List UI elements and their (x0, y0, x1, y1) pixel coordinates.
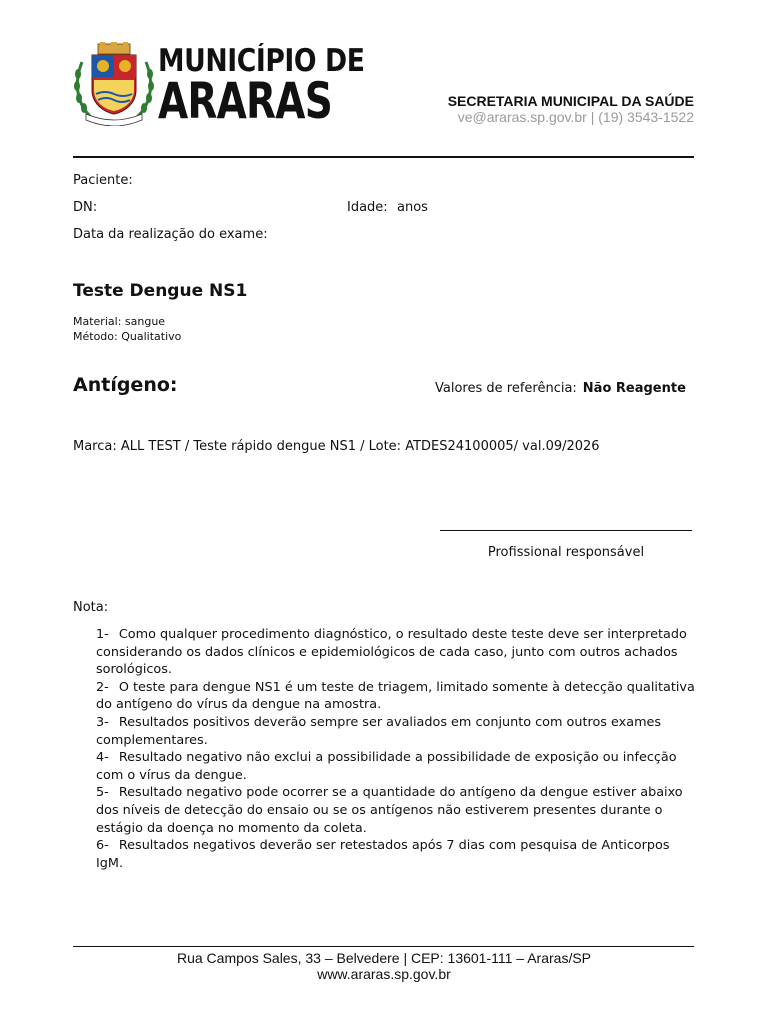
age-label: Idade: (347, 200, 388, 215)
exam-date-label: Data da realização do exame: (73, 227, 268, 242)
note-number: 6- (96, 838, 109, 854)
method-info: Método: Qualitativo (73, 330, 182, 343)
note-item (96, 837, 696, 872)
signature-line (440, 530, 692, 531)
footer-address: Rua Campos Sales, 33 – Belvedere | CEP: 13601-111 – Araras/SP (176, 950, 592, 966)
dob-label: DN: (73, 200, 98, 215)
note-item (96, 714, 696, 749)
notes-list (96, 626, 696, 872)
municipality-city-name: ARARAS (158, 72, 333, 130)
note-text: O teste para dengue NS1 é um teste de triagem, limitado somente à detecção qualitativa do antígeno do vírus da dengue na amostra. (96, 679, 695, 713)
patient-name-label: Paciente: (73, 173, 133, 188)
note-number: 3- (96, 714, 109, 730)
note-text: Resultados negativos deverão ser retestados após 7 dias com pesquisa de Anticorpos IgM. (96, 838, 670, 871)
department-name: SECRETARIA MUNICIPAL DA SAÚDE (447, 93, 694, 109)
antigen-label: Antígeno: (73, 374, 178, 396)
brand-lot-line: Marca: ALL TEST / Teste rápido dengue NS1 / Lote: ATDES24100005/ val.09/2026 (73, 439, 600, 454)
municipality-title: MUNICÍPIO DE (158, 43, 365, 79)
araras-crest-logo (72, 42, 156, 126)
age-unit: anos (397, 200, 428, 215)
note-text: Resultado negativo pode ocorrer se a quantidade do antígeno da dengue estiver abaixo dos níveis de detecção do ensaio ou se os antígenos não estiverem presentes durante o estágio da doença no momento da coleta. (96, 785, 683, 836)
note-text: Resultado negativo não exclui a possibilidade a possibilidade de exposição ou infecção com o vírus da dengue. (96, 750, 677, 783)
note-item (96, 679, 696, 714)
note-number: 1- (96, 627, 109, 642)
note-number: 2- (96, 679, 109, 695)
note-item (96, 784, 696, 837)
footer-divider (73, 946, 694, 947)
notes-label: Nota: (73, 600, 109, 615)
note-number: 5- (96, 785, 109, 801)
header-divider (73, 156, 694, 158)
note-item (96, 749, 696, 784)
reference-values-label: Valores de referência: (435, 381, 577, 396)
reference-values-result: Não Reagente (582, 381, 686, 396)
note-text: Como qualquer procedimento diagnóstico, o resultado deste teste deve ser interpretado considerando os dados clínicos e epidemiológicos de cada caso, junto com outros achados sorológicos. (96, 627, 687, 678)
note-text: Resultados positivos deverão sempre ser avaliados em conjunto com outros exames complementares. (96, 714, 662, 748)
reference-values (435, 379, 686, 397)
footer-website: www.araras.sp.gov.br (317, 966, 451, 982)
department-contact: ve@araras.sp.gov.br | (19) 3543-1522 (457, 109, 694, 125)
material-info: Material: sangue (73, 315, 166, 328)
note-number: 4- (96, 750, 109, 766)
signature-label: Profissional responsável (487, 545, 645, 560)
test-title: Teste Dengue NS1 (73, 281, 248, 301)
note-item (96, 626, 696, 679)
